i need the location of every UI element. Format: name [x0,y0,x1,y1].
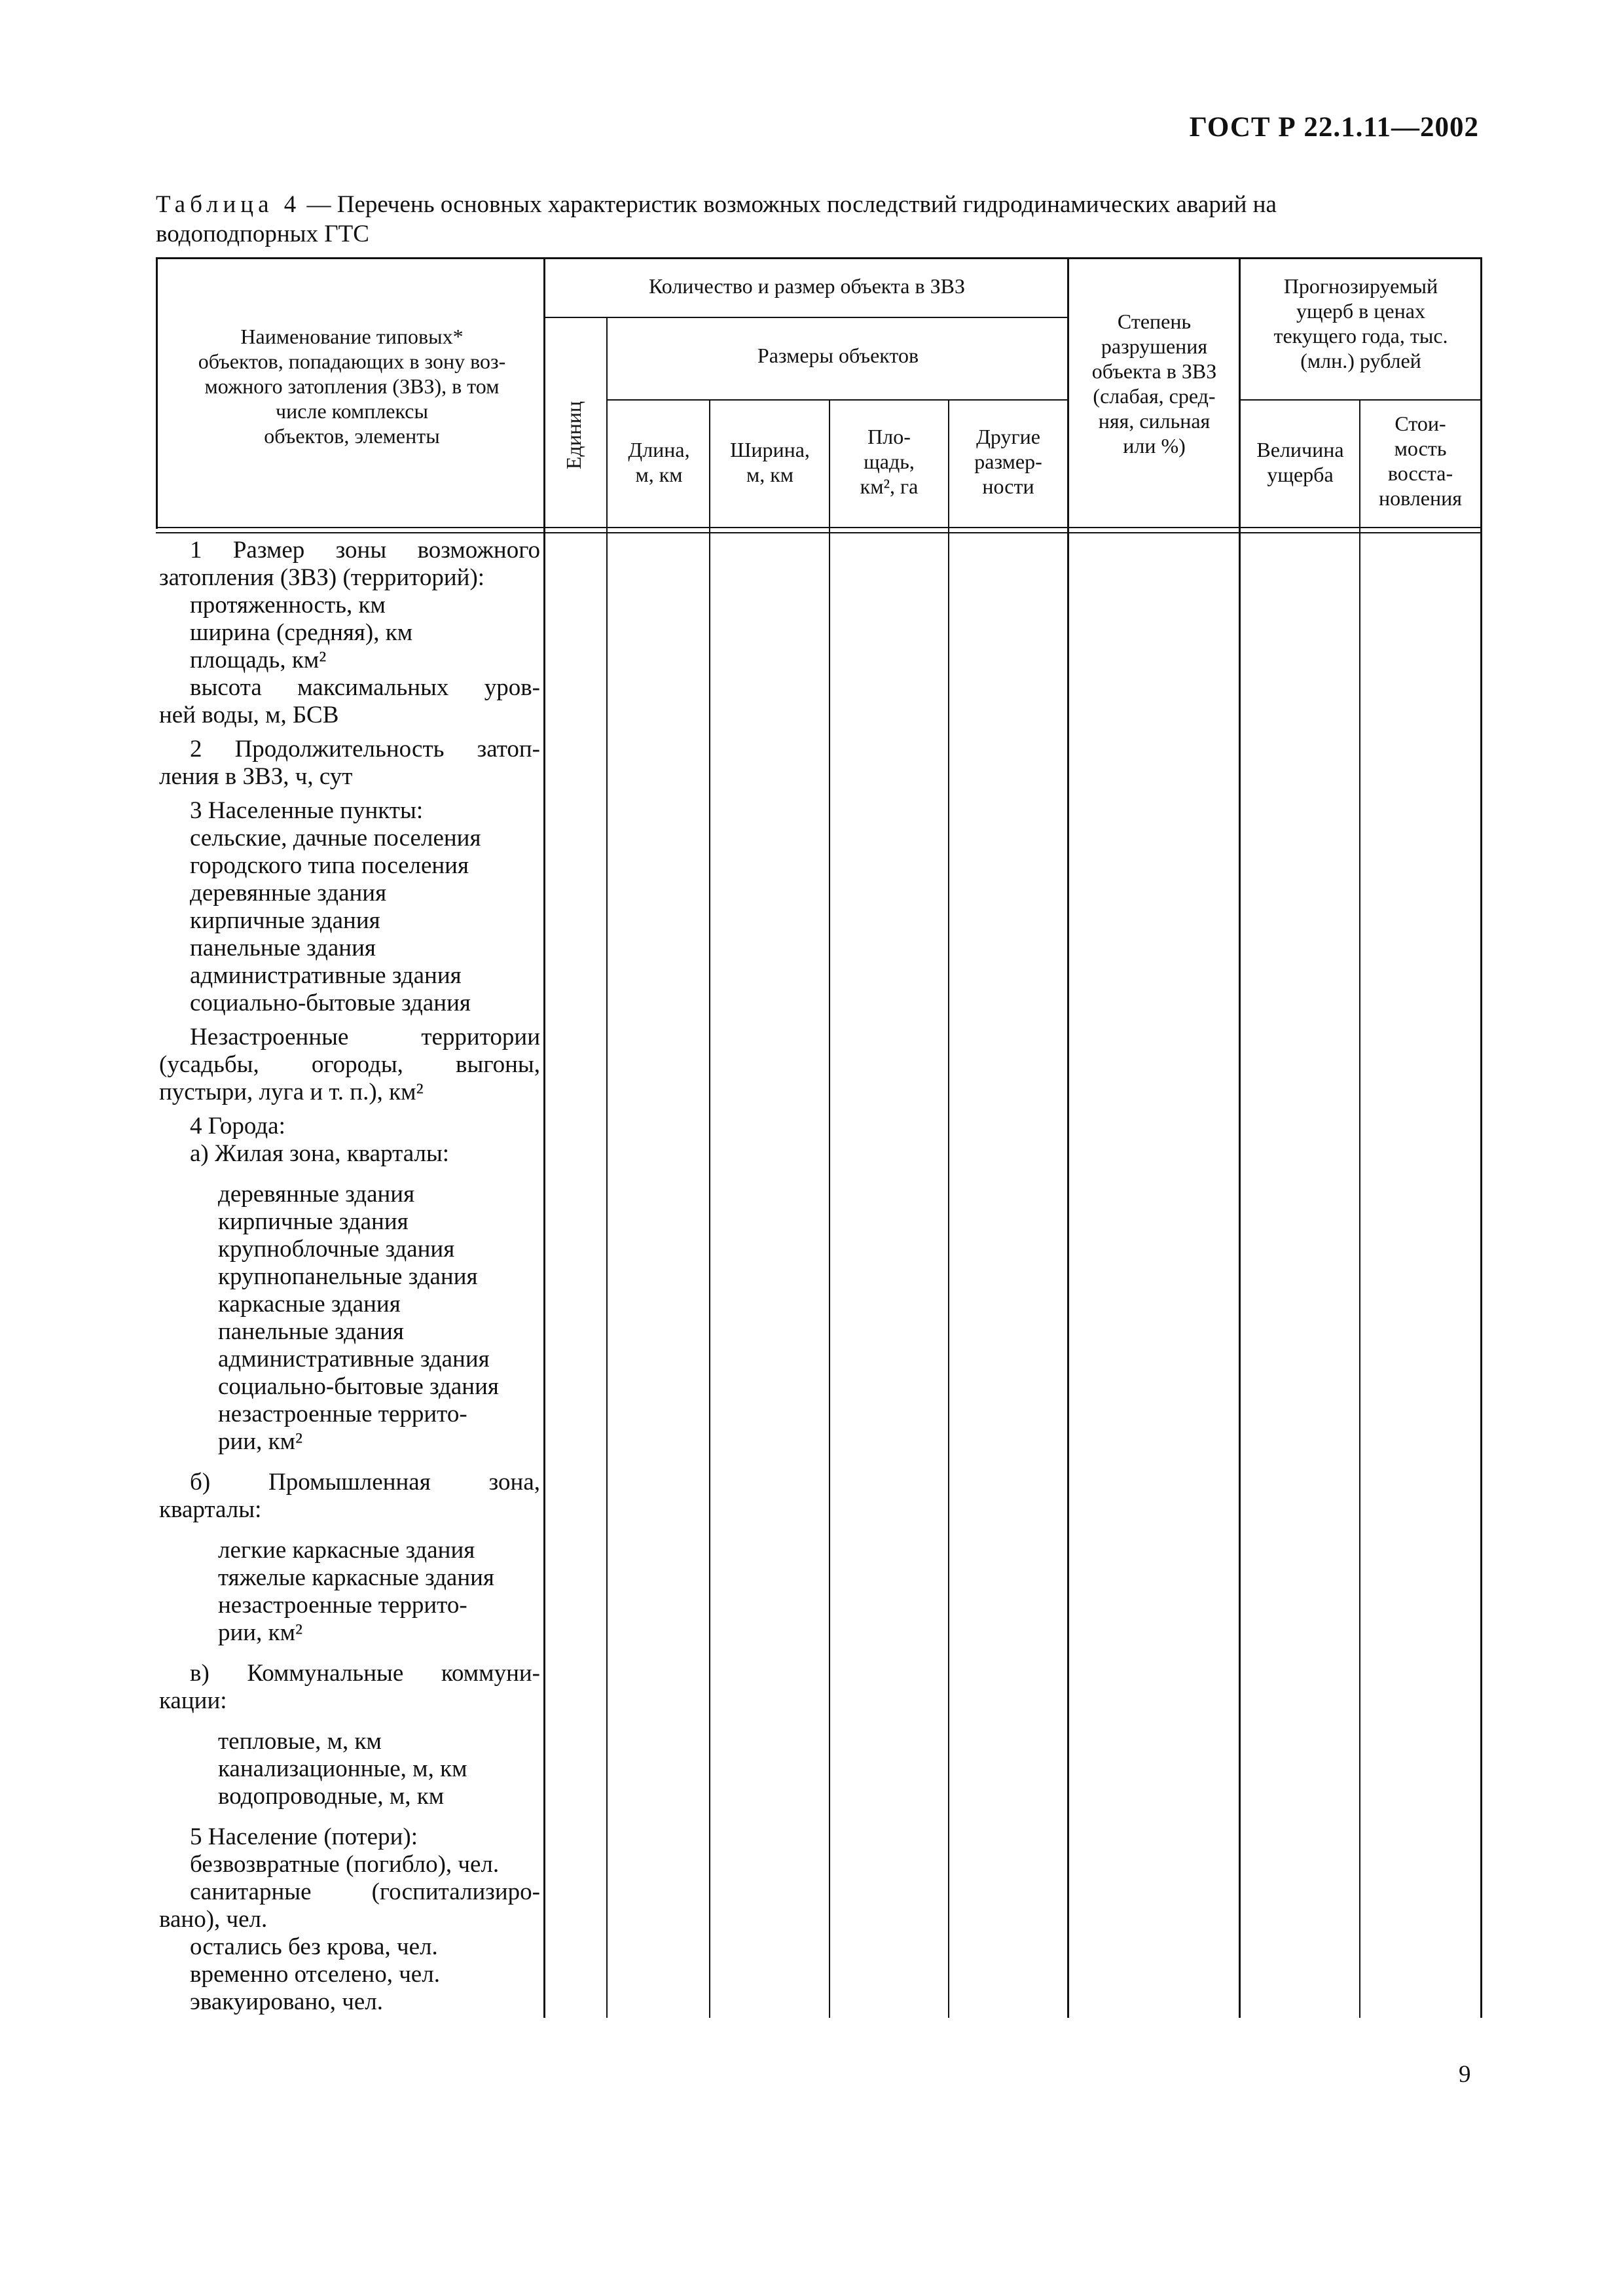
header-restore-cost: Стои- мость восста- новления [1379,412,1462,510]
table-row: временно отселено, чел. [190,1961,440,1988]
page-number: 9 [1459,2061,1471,2088]
header-quantity-group: Количество и размер объекта в ЗВЗ [648,274,965,298]
header-loss-value: Величина ущерба [1256,438,1344,486]
header-area: Пло- щадь, км², га [860,425,919,498]
table-row: ширина (средняя), км [190,619,413,646]
table-row: деревянные здания [190,880,387,906]
table-row: б) Промышленная зона, [190,1469,540,1496]
table-row: 4 Города: [190,1113,285,1139]
table-row: незастроенные террито- [218,1592,467,1619]
header-length: Длина, м, км [628,438,690,486]
table-row: Незастроенные территории [190,1024,540,1050]
document-code: ГОСТ Р 22.1.11—2002 [1189,112,1479,143]
table-row: тяжелые каркасные здания [218,1564,494,1591]
table-row: городского типа поселения [190,852,469,879]
table-row: крупнопанельные здания [218,1263,478,1290]
table-caption-label: Таблица 4 [156,191,301,218]
table-row: тепловые, м, км [218,1728,382,1755]
table-row: незастроенные террито- [218,1401,467,1427]
header-sizes-group: Размеры объектов [757,344,919,367]
table-row: социально-бытовые здания [190,990,471,1016]
table-row: в) Коммунальные коммуни- [190,1660,540,1687]
table-row: безвозвратные (погибло), чел. [190,1851,500,1878]
table-row: сельские, дачные поселения [190,825,481,852]
table-row: кирпичные здания [218,1208,409,1235]
table-row: 1 Размер зоны возможного [190,537,540,564]
table-row: а) Жилая зона, кварталы: [190,1140,450,1167]
table-row: ления в ЗВЗ, ч, сут [159,763,353,790]
table-row: 5 Население (потери): [190,1823,418,1850]
header-width: Ширина, м, км [730,438,810,486]
header-other: Другие размер- ности [974,425,1042,498]
table-row: кирпичные здания [190,907,380,934]
table-row: эвакуировано, чел. [190,1988,383,2015]
table-row: легкие каркасные здания [218,1537,475,1564]
table-row: рии, км² [218,1428,303,1455]
table-row: канализационные, м, км [218,1755,467,1782]
table-row: площадь, км² [190,647,327,673]
table-row: высота максимальных уров- [190,674,540,701]
table-row: кварталы: [159,1496,262,1523]
table-row: вано), чел. [159,1906,268,1933]
table-row: (усадьбы, огороды, выгоны, [159,1051,540,1078]
table-caption-text: — Перечень основных характеристик возможных последствий гидродинамических аварий на [301,191,1277,218]
header-name: Наименование типовых* объектов, попадающих в зону воз- можного затопления (ЗВЗ), в том числе комплексы объектов, элементы [198,325,506,448]
table-row: 3 Населенные пункты: [190,797,424,824]
table-row: панельные здания [190,935,376,961]
table-row: социально-бытовые здания [218,1373,499,1400]
table-row: ней воды, м, БСВ [159,702,339,728]
table-caption-text-2: водоподпорных ГТС [156,221,369,247]
table-caption [156,190,1485,249]
table-row: кации: [159,1687,227,1714]
table-row: деревянные здания [218,1181,415,1208]
table-row: административные здания [218,1346,490,1372]
table-row: административные здания [190,962,462,989]
table-row: каркасные здания [218,1291,401,1318]
header-units: Единиц [562,401,585,470]
table-row: водопроводные, м, км [218,1783,445,1810]
table-row: санитарные (госпитализиро- [190,1878,540,1905]
table-row: протяженность, км [190,592,386,619]
table-row: пустыри, луга и т. п.), км² [159,1079,424,1105]
table-row: рии, км² [218,1619,303,1646]
header-damage-degree: Степень разрушения объекта в ЗВЗ (слабая, сред- няя, сильная или %) [1091,310,1217,457]
table-row: 2 Продолжительность затоп- [190,736,540,762]
table-row: остались без крова, чел. [190,1933,438,1960]
header-loss-group: Прогнозируемый ущерб в ценах текущего года, тыс. (млн.) рублей [1273,274,1448,372]
table-row: затопления (ЗВЗ) (территорий): [159,564,485,591]
table-row: крупноблочные здания [218,1236,455,1263]
table-row: панельные здания [218,1318,404,1345]
